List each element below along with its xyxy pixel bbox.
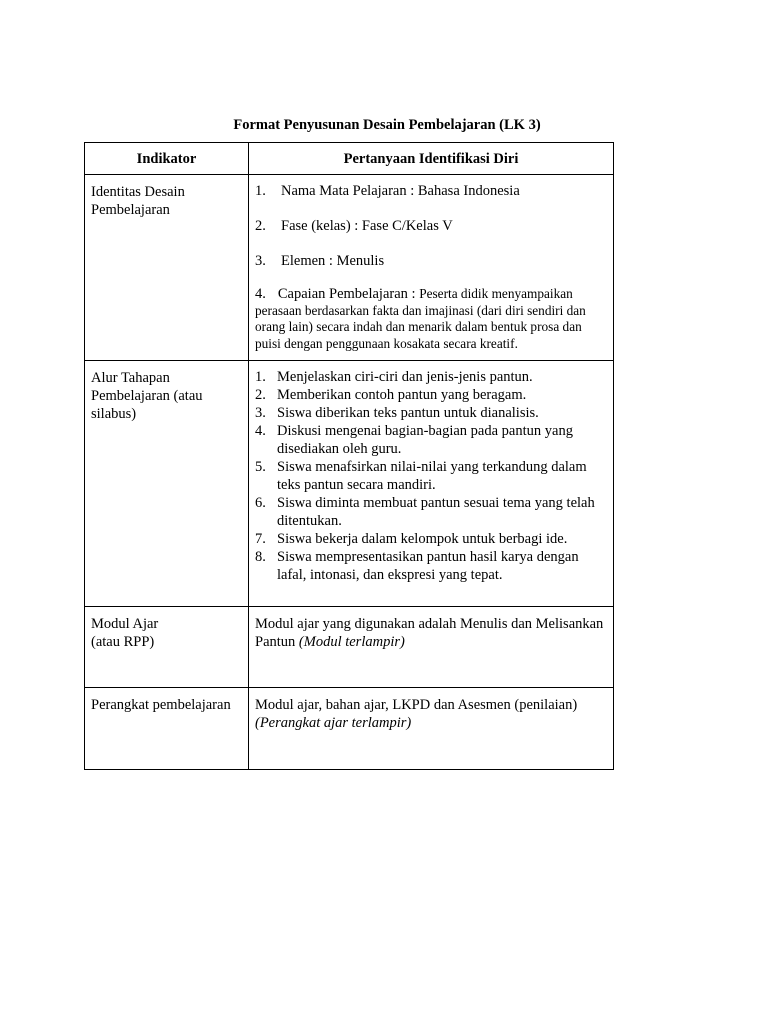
list-item: 7. Siswa bekerja dalam kelompok untuk berbagi ide. bbox=[255, 531, 568, 547]
modul-text: Modul ajar yang digunakan adalah Menulis dan Melisankan Pantun bbox=[255, 616, 604, 650]
modul-note: (Modul terlampir) bbox=[298, 634, 405, 650]
row-content-alur bbox=[249, 361, 614, 607]
header-indikator: Indikator bbox=[85, 143, 249, 175]
row-label-alur bbox=[85, 361, 249, 607]
table-header-row bbox=[85, 143, 614, 175]
list-item: 8. Siswa mempresentasikan pantun hasil karya dengan lafal, intonasi, dan ekspresi yang tepat. bbox=[255, 549, 579, 583]
identitas-list bbox=[255, 182, 607, 270]
document-title: Format Penyusunan Desain Pembelajaran (LK 3) bbox=[233, 117, 541, 133]
header-pertanyaan: Pertanyaan Identifikasi Diri bbox=[249, 143, 614, 175]
row-label-perangkat bbox=[85, 688, 249, 770]
table-row bbox=[85, 175, 614, 361]
row-label-identitas bbox=[85, 175, 249, 361]
row-content-perangkat bbox=[249, 688, 614, 770]
row-content-modul bbox=[249, 607, 614, 688]
list-item: 4. Diskusi mengenai bagian-bagian pada pantun yang disediakan oleh guru. bbox=[255, 423, 573, 457]
perangkat-note: (Perangkat ajar terlampir) bbox=[255, 715, 412, 731]
label-text: Identitas Desain Pembelajaran bbox=[91, 184, 185, 218]
list-item: 2. Fase (kelas) : Fase C/Kelas V bbox=[255, 218, 453, 234]
list-item: 3. Siswa diberikan teks pantun untuk dianalisis. bbox=[255, 405, 539, 421]
row-content-identitas bbox=[249, 175, 614, 361]
list-item: 1. Menjelaskan ciri-ciri dan jenis-jenis pantun. bbox=[255, 369, 533, 385]
capaian-pembelajaran: 4. Capaian Pembelajaran : Peserta didik menyampaikan perasaan berdasarkan fakta dan imajinasi (dari diri sendiri dan orang lain) secara indah dan menarik dalam bentuk prosa dan puisi dengan penggunaan kosakata secara kreatif. bbox=[255, 286, 586, 351]
label-text: Perangkat pembelajaran bbox=[91, 697, 231, 713]
table-row bbox=[85, 361, 614, 607]
list-item: 6. Siswa diminta membuat pantun sesuai tema yang telah ditentukan. bbox=[255, 495, 595, 529]
design-table bbox=[84, 142, 614, 770]
list-item: 1. Nama Mata Pelajaran : Bahasa Indonesia bbox=[255, 183, 520, 199]
list-item: 2. Memberikan contoh pantun yang beragam. bbox=[255, 387, 527, 403]
row-label-modul bbox=[85, 607, 249, 688]
table-row bbox=[85, 688, 614, 770]
label-text: Alur Tahapan Pembelajaran (atau silabus) bbox=[91, 370, 203, 422]
alur-list bbox=[255, 368, 607, 584]
label-text: Modul Ajar (atau RPP) bbox=[91, 616, 159, 650]
list-item: 3. Elemen : Menulis bbox=[255, 253, 385, 269]
list-item: 5. Siswa menafsirkan nilai-nilai yang terkandung dalam teks pantun secara mandiri. bbox=[255, 459, 587, 493]
perangkat-text: Modul ajar, bahan ajar, LKPD dan Asesmen (penilaian) bbox=[255, 697, 578, 713]
table-row bbox=[85, 607, 614, 688]
